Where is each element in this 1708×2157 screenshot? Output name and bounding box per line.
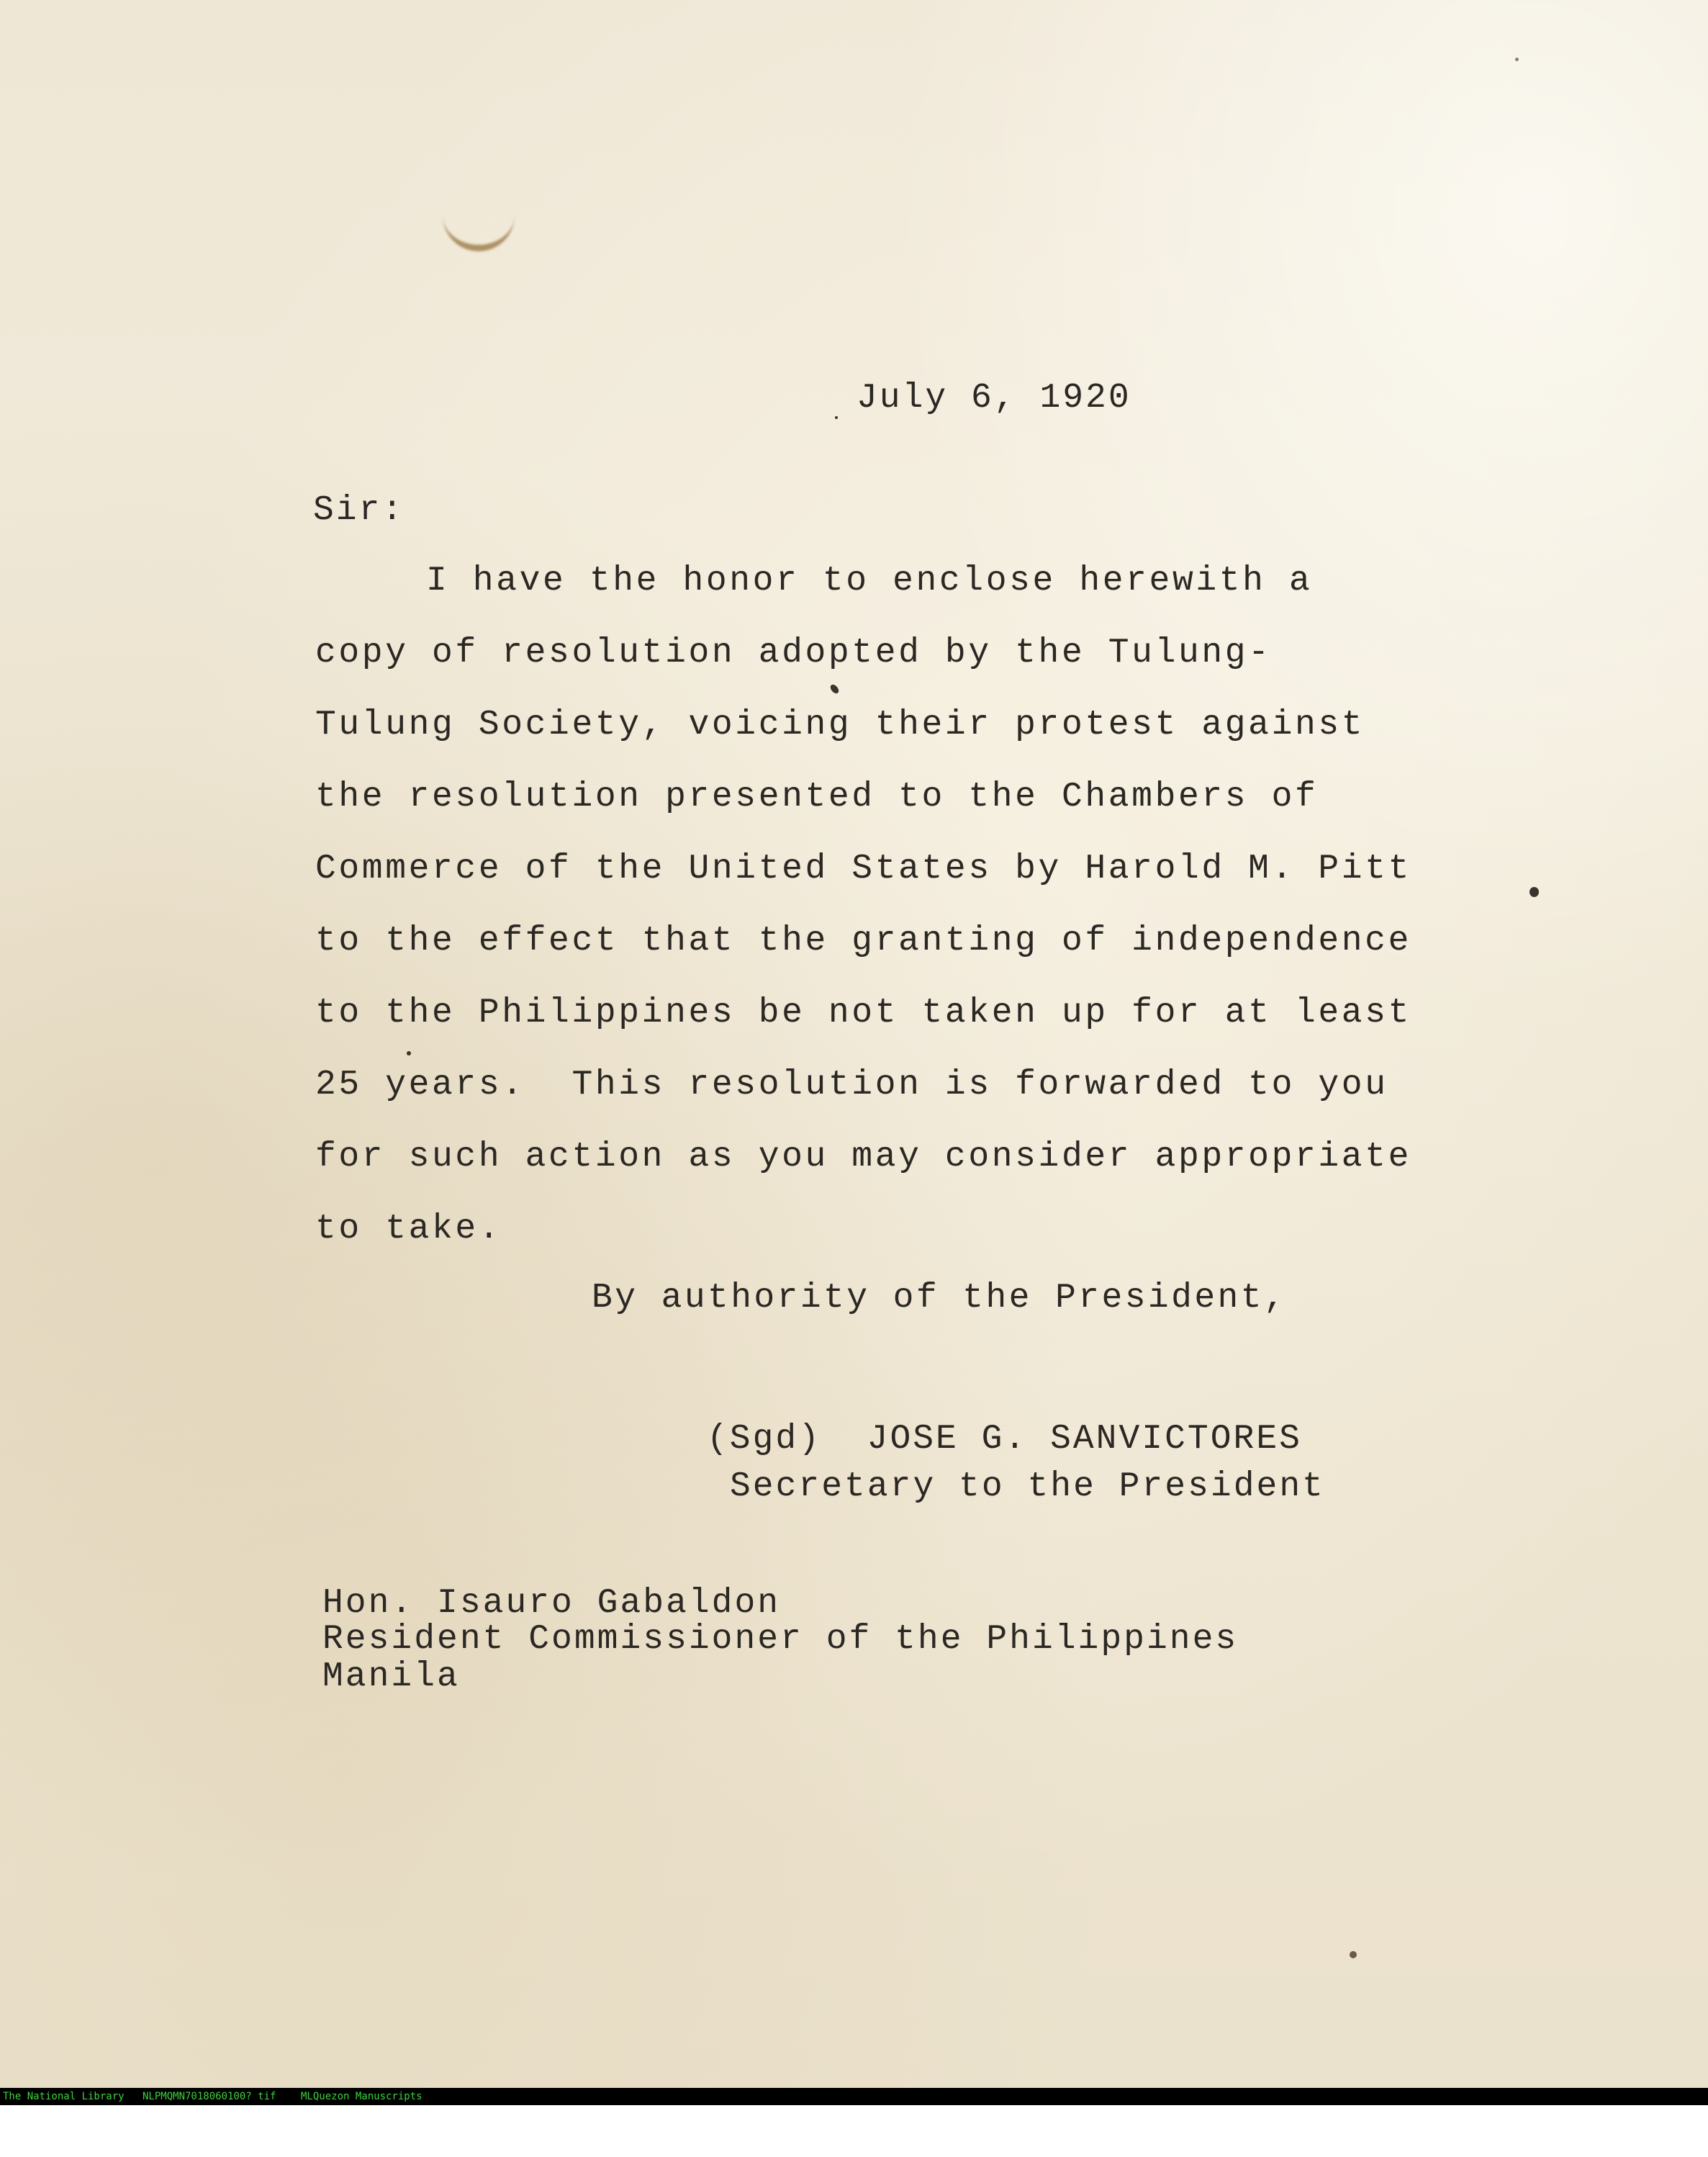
ink-speck — [1515, 58, 1519, 61]
scan-footer-bar — [0, 2088, 1708, 2105]
body-line: to the Philippines be not taken up for at least — [315, 994, 1412, 1032]
ink-speck — [1529, 887, 1539, 897]
ink-speck — [407, 1051, 411, 1055]
body-line: 25 years. This resolution is forwarded to you — [315, 1066, 1388, 1104]
footer-file-id: NLPMQMN7018060100? tif — [143, 2091, 276, 2102]
body-line: for such action as you may consider appropriate — [315, 1138, 1412, 1176]
body-line: to the effect that the granting of independence — [315, 922, 1412, 960]
body-line: the resolution presented to the Chambers of — [315, 778, 1319, 816]
recipient-name: Hon. Isauro Gabaldon — [322, 1584, 781, 1623]
ink-speck — [1350, 1951, 1357, 1958]
signature-name: (Sgd) JOSE G. SANVICTORES — [707, 1420, 1302, 1459]
body-line: I have the honor to enclose herewith a — [426, 562, 1313, 600]
recipient-title: Resident Commissioner of the Philippines — [322, 1620, 1239, 1659]
coffee-stain — [443, 209, 515, 251]
ink-speck — [829, 683, 841, 695]
signature-title: Secretary to the President — [730, 1467, 1325, 1506]
footer-library: The National Library — [3, 2091, 125, 2102]
footer-collection: MLQuezon Manuscripts — [301, 2091, 423, 2102]
body-line: Commerce of the United States by Harold M. Pitt — [315, 850, 1412, 888]
salutation: Sir: — [313, 491, 405, 530]
closing: By authority of the President, — [592, 1279, 1288, 1318]
body-line: Tulung Society, voicing their protest against — [315, 706, 1365, 744]
ink-speck — [835, 416, 838, 419]
letter-date: July 6, 1920 — [857, 379, 1131, 418]
body-line: copy of resolution adopted by the Tulung- — [315, 634, 1272, 672]
body-line: to take. — [315, 1210, 502, 1248]
recipient-city: Manila — [322, 1657, 460, 1696]
